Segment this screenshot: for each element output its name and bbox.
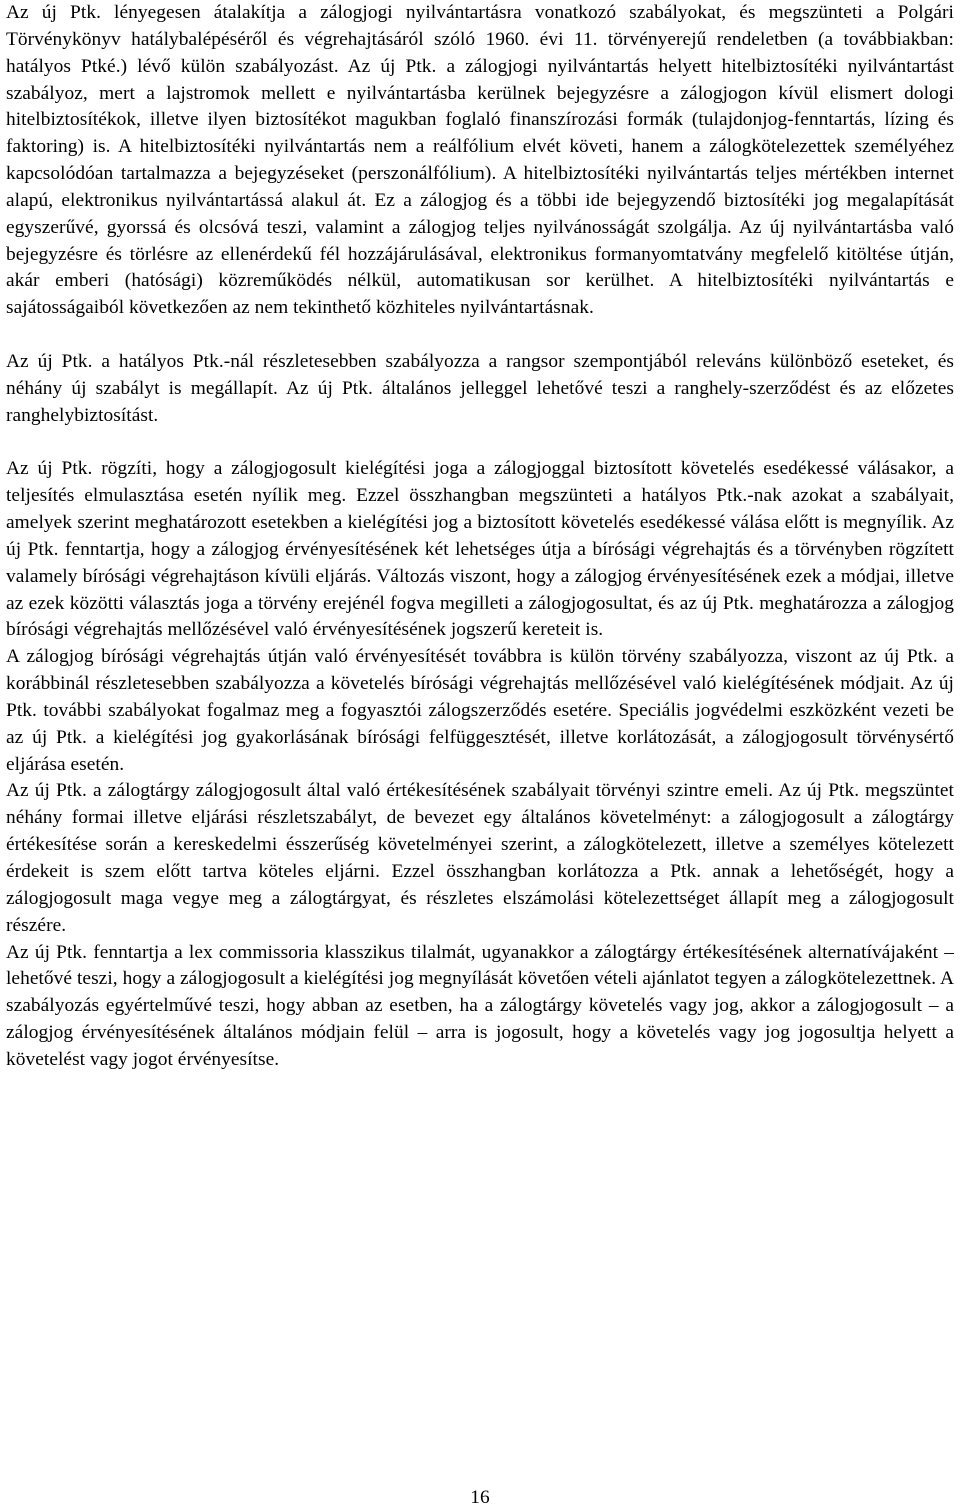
page-number: 16 [470,1487,490,1508]
paragraph-satisfaction-right: Az új Ptk. rögzíti, hogy a zálogjogosult kielégítési joga a zálogjoggal biztosított követelés esedékessé válásakor, a teljesítés elmulasztása esetén nyílik meg. Ezzel összhangban megszünteti a hatályos Ptk.-nak azokat a szabályait, amelyek szerint meghatározott esetekben a kielégítési jog a biztosított követelés esedékessé válása előtt is megnyílik. Az új Ptk. fenntartja, hogy a zálogjog érvényesítésének két lehetséges útja a bírósági végrehajtás és a törvényben rögzített valamely bírósági végrehajtáson kívüli eljárás. Változás viszont, hogy a zálogjog érvényesítésének ezek a módjai, illetve az ezek közötti választás joga a törvény erejénél fogva megilleti a zálogjogosultat, és az új Ptk. meghatározza a zálogjog bírósági végrehajtás mellőzésével való érvényesítésének jogszerű kereteit is. [6,458,954,641]
paragraph-registry: Az új Ptk. lényegesen átalakítja a zálogjogi nyilvántartásra vonatkozó szabályokat, és megszünteti a Polgári Törvénykönyv hatálybalépéséről és végrehajtásáról szóló 1960. évi 11. törvényerejű rendeletben (a továbbiakban: hatályos Ptké.) lévő külön szabályozást. Az új Ptk. a zálogjogi nyilvántartás helyett hitelbiztosítéki nyilvántartást szabályoz, mert a lajstromok mellett e nyilvántartásba kerülnek bejegyzésre a zálogjogon kívül elismert dologi hitelbiztosítékok, illetve ilyen biztosítékot magukban foglaló finanszírozási formák (tulajdonjog-fenntartás, lízing és faktoring) is. A hitelbiztosítéki nyilvántartás nem a reálfólium elvét követi, hanem a zálogkötelezettek személyéhez kapcsolódóan tartalmazza a bejegyzéseket (perszonálfólium). A hitelbiztosítéki nyilvántartás teljes mértékben internet alapú, elektronikus nyilvántartássá alakul át. Ez a zálogjog és a többi ide bejegyzendő biztosítéki jog megalapítását egyszerűvé, gyorssá és olcsóvá teszi, valamint a zálogjog teljes nyilvánosságát szolgálja. Az új nyilvántartásba való bejegyzésre és törlésre az ellenérdekű fél hozzájárulásával, elektronikus formanyomtatvány megfelelő kitöltése útján, akár emberi (hatósági) közreműködés nélkül, automatikusan sor kerülhet. A hitelbiztosítéki nyilvántartás e sajátosságaiból következően az nem tekinthető közhiteles nyilvántartásnak. [6,2,954,319]
paragraph-court-enforcement: A zálogjog bírósági végrehajtás útján való érvényesítését továbbra is külön törvény szabályozza, viszont az új Ptk. a korábbinál részletesebben szabályozza a követelés bírósági végrehajtás mellőzésével való kielégítésének módjait. Az új Ptk. további szabályokat fogalmaz meg a fogyasztói zálogszerződés esetére. Speciális jogvédelmi eszközként vezeti be az új Ptk. a kielégítési jog gyakorlásának bírósági felfüggesztését, illetve korlátozását, a zálogjogosult törvénysértő eljárása esetén. [6,646,954,775]
paragraph-sale-of-collateral: Az új Ptk. a zálogtárgy zálogjogosult által való értékesítésének szabályait törvényi szintre emeli. Az új Ptk. megszüntet néhány formai illetve eljárási részletszabályt, de bevezet egy általános követelményt: a zálogjogosult a zálogtárgy értékesítése során a kereskedelmi ésszerűség követelményei szerint, a zálogkötelezett, illetve a személyes kötelezett érdekeit is szem előtt tartva köteles eljárni. Ezzel összhangban korlátozza a Ptk. annak a lehetőségét, hogy a zálogjogosult maga vegye meg a zálogtárgyat, és részletes elszámolási kötelezettséget állapít meg a zálogjogosult részére. [6,780,954,936]
paragraph-lex-commissoria: Az új Ptk. fenntartja a lex commissoria klasszikus tilalmát, ugyanakkor a zálogtárgy értékesítésének alternatívájaként – lehetővé teszi, hogy a zálogjogosult a kielégítési jog megnyílását követően vételi ajánlatot tegyen a zálogkötelezettnek. A szabályozás egyértelművé teszi, hogy abban az esetben, ha a zálogtárgy követelés vagy jog, akkor a zálogjogosult – a zálogjog érvényesítésének általános módjain felül – arra is jogosult, hogy a követelés vagy jog jogosultja helyett a követelést vagy jogot érvényesítse. [6,941,954,1070]
paragraph-ranking: Az új Ptk. a hatályos Ptk.-nál részletesebben szabályozza a rangsor szempontjából releváns különböző eseteket, és néhány új szabályt is megállapít. Az új Ptk. általános jelleggel lehetővé teszi a ranghely-szerződést és az előzetes ranghelybiztosítást. [6,350,954,426]
document-page [6,0,954,1074]
